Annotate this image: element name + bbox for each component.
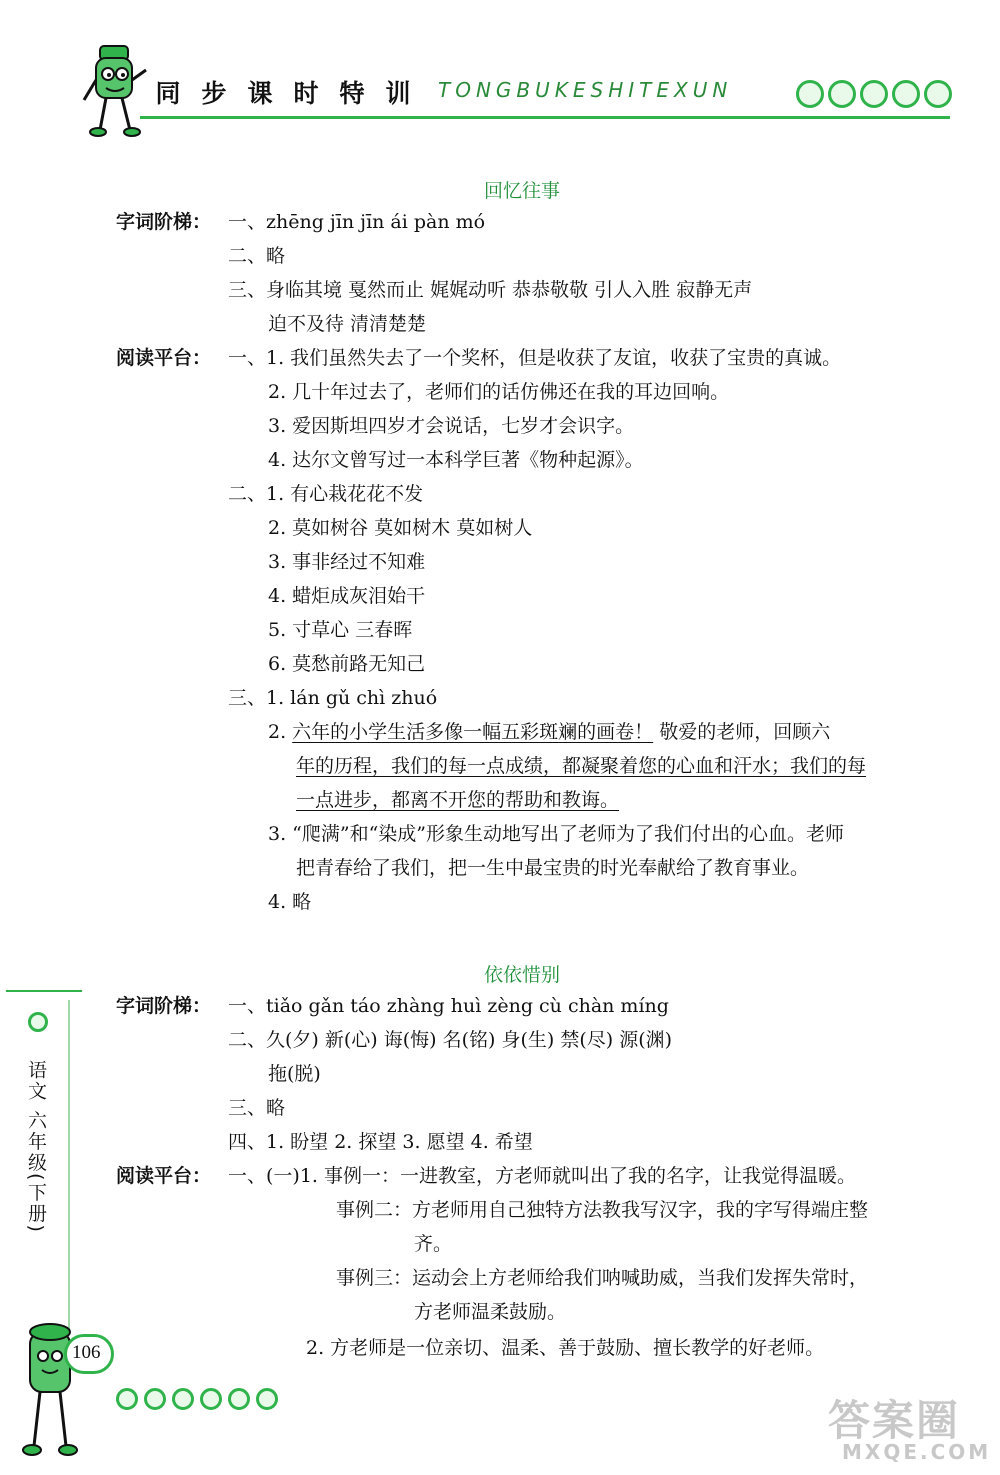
- sidebar-rule: [6, 990, 82, 992]
- footer-dot-icon: [256, 1388, 278, 1410]
- answer-line: 事例三：运动会上方老师给我们呐喊助威，当我们发挥失常时，: [336, 1267, 869, 1289]
- footer-dot-icon: [144, 1388, 166, 1410]
- zici-label: 字词阶梯：: [116, 211, 212, 233]
- yuedu-label: 阅读平台：: [116, 1165, 212, 1187]
- header-dot-icon: [860, 80, 888, 108]
- answer-line: 把青春给了我们，把一生中最宝贵的时光奉献给了教育事业。: [296, 857, 810, 879]
- answer-line: [268, 720, 830, 744]
- answer-line: 方老师温柔鼓励。: [414, 1301, 567, 1323]
- answer-line: 一、tiǎo gǎn táo zhàng huì zèng cù chàn míng: [228, 995, 669, 1017]
- mascot-icon: [82, 40, 150, 140]
- sidebar-dot-icon: [28, 1012, 48, 1032]
- answer-line: 齐。: [414, 1233, 453, 1255]
- watermark-logo: 答案圈: [828, 1396, 961, 1445]
- answer-line: 3. 事非经过不知难: [268, 551, 426, 573]
- yuedu-label: 阅读平台：: [116, 347, 212, 369]
- header-pinyin: TONGBUKESHITEXUN: [438, 78, 733, 102]
- page-number: 106: [72, 1342, 101, 1363]
- answer-line: 三、略: [228, 1097, 286, 1119]
- watermark-url: MXQE.COM: [842, 1440, 992, 1464]
- underlined-sentence: 一点进步，都离不开您的帮助和教诲。: [296, 789, 620, 811]
- answer-line: 3. 爱因斯坦四岁才会说话，七岁才会识字。: [268, 415, 635, 437]
- header-dot-icon: [892, 80, 920, 108]
- answer-line: 二、略: [228, 245, 286, 267]
- answer-line: 6. 莫愁前路无知己: [268, 653, 426, 675]
- answer-line: 2. 几十年过去了，老师们的话仿佛还在我的耳边回响。: [268, 381, 730, 403]
- answer-line: 3. “爬满”和“染成”形象生动地写出了老师为了我们付出的心血。老师: [268, 823, 845, 845]
- section-title: 回忆往事: [484, 180, 561, 202]
- header-title: [148, 74, 418, 114]
- header-dot-icon: [828, 80, 856, 108]
- header-dot-icon: [796, 80, 824, 108]
- answer-line: 二、久(夕) 新(心) 诲(悔) 名(铭) 身(生) 禁(尽) 源(渊): [228, 1029, 673, 1051]
- footer-dot-icon: [200, 1388, 222, 1410]
- header-char: 同: [155, 79, 181, 108]
- mascot-icon: [20, 1306, 80, 1466]
- answer-prefix: 2.: [268, 721, 293, 743]
- answer-line: 二、1. 有心栽花花不发: [228, 483, 424, 505]
- answer-line: 2. 莫如树谷 莫如树木 莫如树人: [268, 517, 533, 539]
- sidebar-label: 语文 六年级(下册): [25, 1060, 47, 1234]
- answer-line: 2. 方老师是一位亲切、温柔、善于鼓励、擅长教学的好老师。: [306, 1337, 825, 1359]
- answer-line: 四、1. 盼望 2. 探望 3. 愿望 4. 希望: [228, 1131, 533, 1153]
- answer-line: 一、zhēng jīn jīn ái pàn mó: [228, 211, 486, 233]
- answer-line: 事例二：方老师用自己独特方法教我写汉字，我的字写得端庄整: [336, 1199, 869, 1221]
- answer-line: 5. 寸草心 三春晖: [268, 619, 413, 641]
- sidebar-divider: [68, 1000, 70, 1330]
- answer-line: 4. 达尔文曾写过一本科学巨著《物种起源》。: [268, 449, 644, 471]
- answer-line: 三、1. lán gǔ chì zhuó: [228, 687, 438, 709]
- header-rule: [140, 116, 950, 119]
- header-char: 时: [293, 79, 319, 108]
- answer-line: 拖(脱): [268, 1063, 321, 1085]
- underlined-sentence: 年的历程，我们的每一点成绩，都凝聚着您的心血和汗水；我们的每: [296, 755, 867, 777]
- header-char: 训: [385, 79, 411, 108]
- zici-label: 字词阶梯：: [116, 995, 212, 1017]
- section-title: 依依惜别: [484, 964, 561, 986]
- footer-mascot: [20, 1306, 80, 1466]
- answer-line: 4. 略: [268, 891, 312, 913]
- header-dot-icon: [924, 80, 952, 108]
- answer-line: 三、身临其境 戛然而止 娓娓动听 恭恭敬敬 引人入胜 寂静无声: [228, 279, 753, 301]
- footer-dot-icon: [116, 1388, 138, 1410]
- header-char: 课: [247, 79, 273, 108]
- footer-dot-icon: [172, 1388, 194, 1410]
- header-char: 特: [339, 79, 365, 108]
- answer-line: 4. 蜡炬成灰泪始干: [268, 585, 426, 607]
- header-char: 步: [201, 79, 227, 108]
- answer-text: 敬爱的老师，回顾六: [653, 721, 831, 743]
- underlined-sentence: 六年的小学生活多像一幅五彩斑斓的画卷！: [292, 721, 654, 743]
- header-mascot: [82, 40, 150, 140]
- footer-dot-icon: [228, 1388, 250, 1410]
- answer-line: 迫不及待 清清楚楚: [268, 313, 427, 335]
- answer-line: 一、1. 我们虽然失去了一个奖杯，但是收获了友谊，收获了宝贵的真诚。: [228, 347, 842, 369]
- answer-line: 一、(一)1. 事例一：一进教室，方老师就叫出了我的名字，让我觉得温暖。: [228, 1165, 856, 1187]
